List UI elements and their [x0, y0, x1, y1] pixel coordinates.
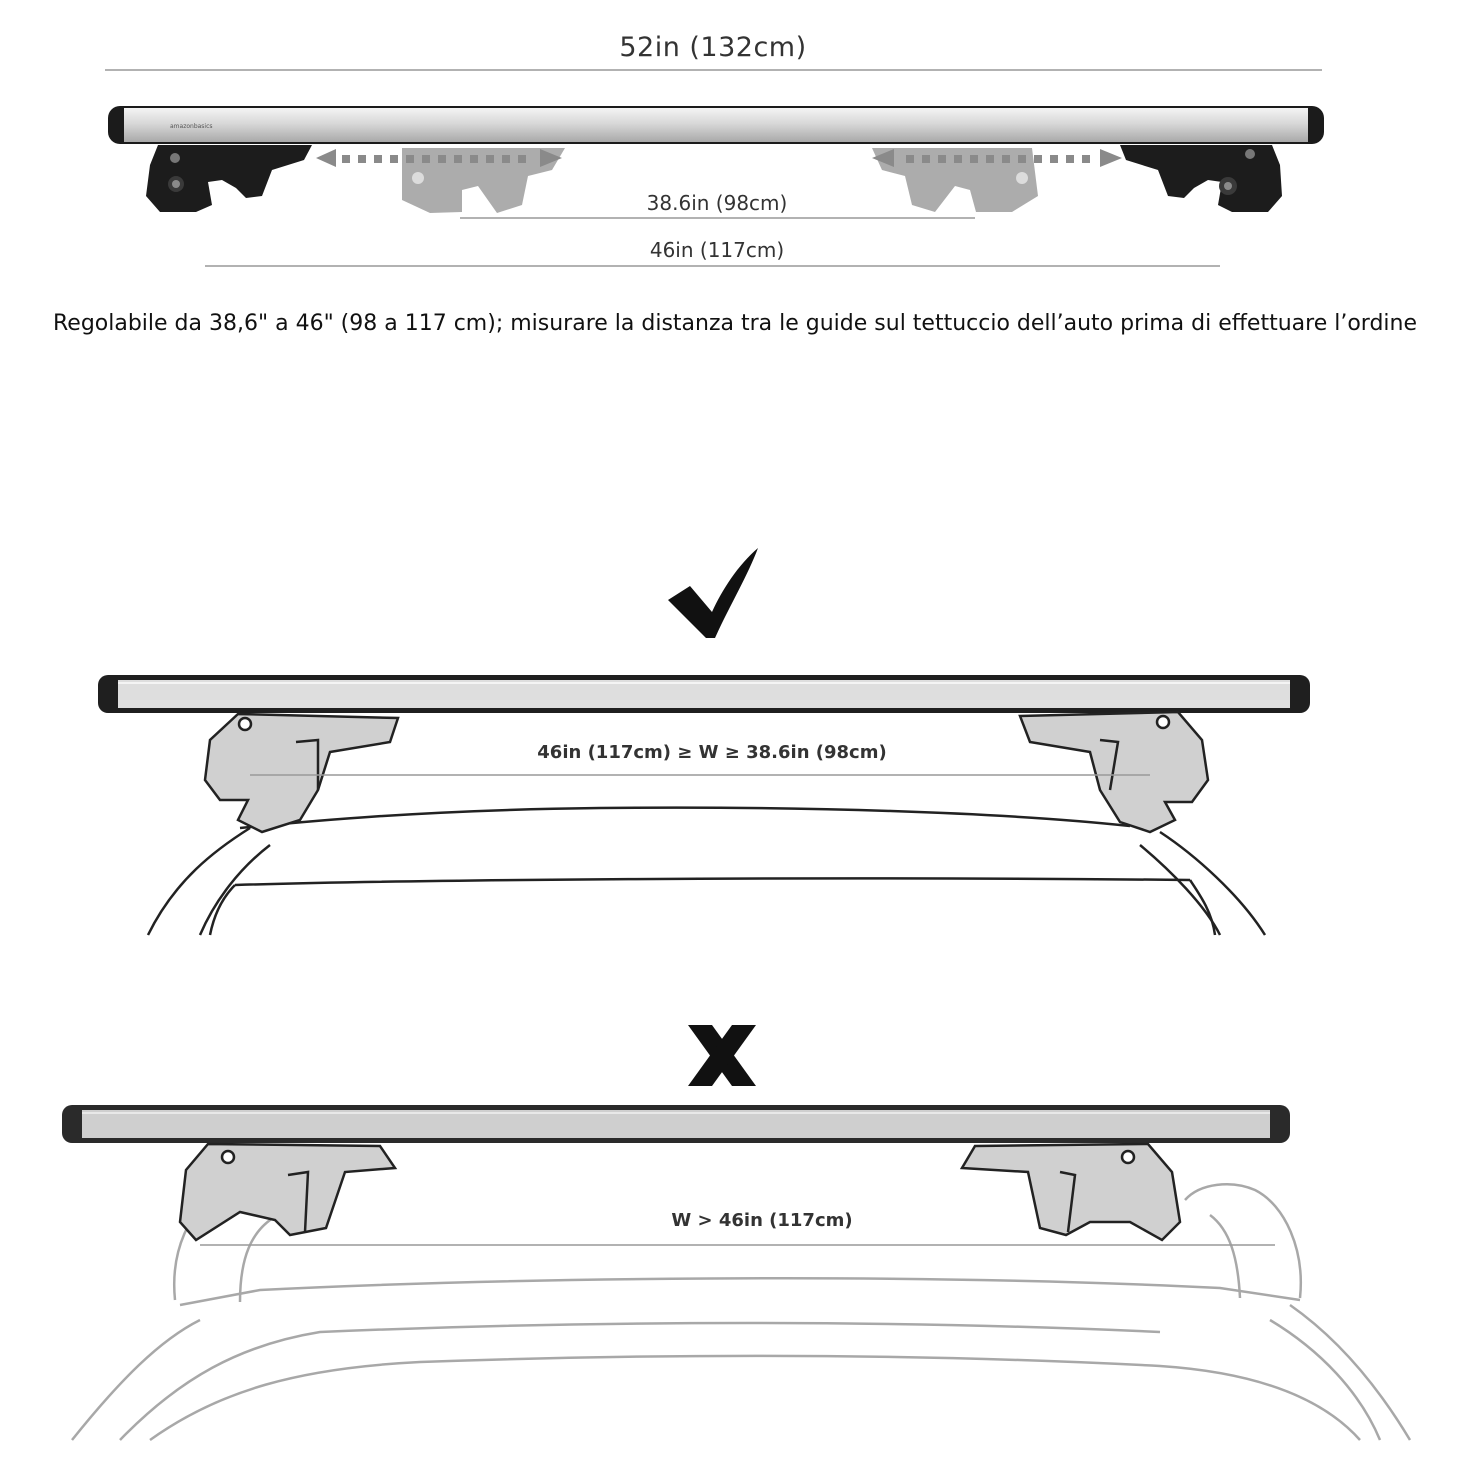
correct-fit-label: 46in (117cm) ≥ W ≥ 38.6in (98cm) — [537, 742, 887, 763]
total-length-label: 52in (132cm) — [619, 32, 807, 63]
brand-mark: amazonbasics — [170, 123, 213, 130]
roof-bar-wide — [62, 1105, 1290, 1143]
max-span-label: 46in (117cm) — [649, 238, 785, 262]
incorrect-fit-label: W > 46in (117cm) — [671, 1210, 853, 1231]
foot-left-wide — [180, 1144, 395, 1240]
min-span-label: 38.6in (98cm) — [646, 191, 788, 215]
x-icon — [688, 1025, 756, 1086]
adjustment-caption: Regolabile da 38,6" a 46" (98 a 117 cm); misurare la distanza tra le guide sul tettuccio dell’auto prima di effettuare l’ordine — [52, 311, 1418, 336]
foot-right-wide — [962, 1144, 1180, 1240]
